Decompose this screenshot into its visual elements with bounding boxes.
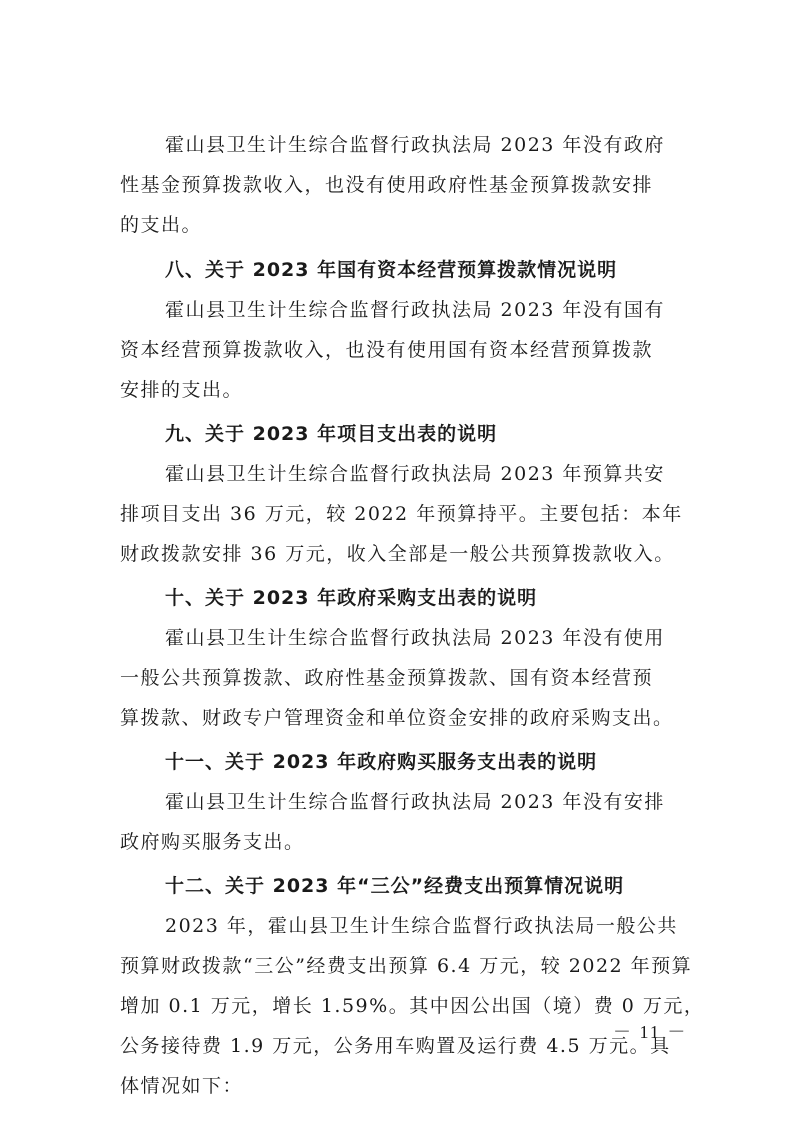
section-heading: 十二、关于 2023 年“三公”经费支出预算情况说明 xyxy=(165,875,625,897)
paragraph-line: 霍山县卫生计生综合监督行政执法局 2023 年没有国有 xyxy=(165,299,665,321)
paragraph-line: 财政拨款安排 36 万元，收入全部是一般公共预算拨款收入。 xyxy=(120,543,675,565)
paragraph-line: 排项目支出 36 万元，较 2022 年预算持平。主要包括：本年 xyxy=(120,503,683,525)
paragraph-line: 2023 年，霍山县卫生计生综合监督行政执法局一般公共 xyxy=(165,915,678,937)
section-heading: 十、关于 2023 年政府采购支出表的说明 xyxy=(165,587,538,609)
paragraph-line: 性基金预算拨款收入，也没有使用政府性基金预算拨款安排 xyxy=(120,174,654,196)
paragraph-line: 安排的支出。 xyxy=(120,379,244,401)
paragraph-line: 算拨款、财政专户管理资金和单位资金安排的政府采购支出。 xyxy=(120,707,674,729)
paragraph-line: 资本经营预算拨款收入，也没有使用国有资本经营预算拨款 xyxy=(120,339,654,361)
paragraph-line: 霍山县卫生计生综合监督行政执法局 2023 年预算共安 xyxy=(165,463,665,485)
page-number: － 11 － xyxy=(613,1022,688,1042)
section-heading: 九、关于 2023 年项目支出表的说明 xyxy=(165,423,498,445)
paragraph-line: 公务接待费 1.9 万元，公务用车购置及运行费 4.5 万元。具 xyxy=(120,1035,671,1057)
paragraph-line: 霍山县卫生计生综合监督行政执法局 2023 年没有政府 xyxy=(165,134,665,156)
paragraph-line: 霍山县卫生计生综合监督行政执法局 2023 年没有使用 xyxy=(165,627,665,649)
paragraph-line: 体情况如下： xyxy=(120,1075,244,1097)
paragraph-line: 一般公共预算拨款、政府性基金预算拨款、国有资本经营预 xyxy=(120,667,654,689)
section-heading: 十一、关于 2023 年政府购买服务支出表的说明 xyxy=(165,751,598,773)
section-heading: 八、关于 2023 年国有资本经营预算拨款情况说明 xyxy=(165,259,618,281)
paragraph-line: 预算财政拨款“三公”经费支出预算 6.4 万元，较 2022 年预算 xyxy=(120,955,693,977)
paragraph-line: 的支出。 xyxy=(120,214,203,236)
paragraph-line: 霍山县卫生计生综合监督行政执法局 2023 年没有安排 xyxy=(165,791,665,813)
paragraph-line: 政府购买服务支出。 xyxy=(120,831,305,853)
paragraph-line: 增加 0.1 万元，增长 1.59%。其中因公出国（境）费 0 万元， xyxy=(120,995,705,1017)
